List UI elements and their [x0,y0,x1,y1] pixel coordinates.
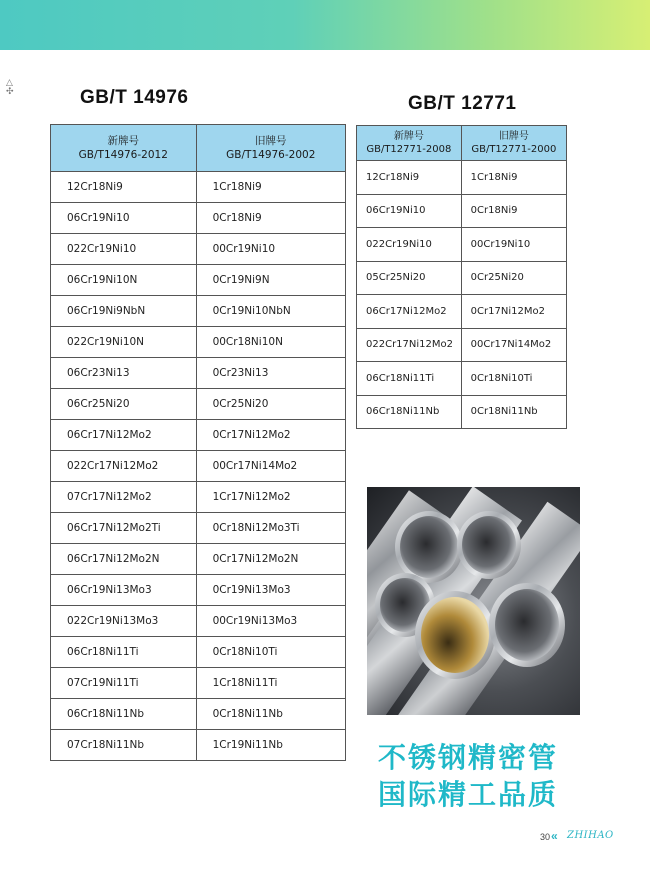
header-old-standard: GB/T12771-2000 [471,144,557,155]
old-grade-cell: 1Cr17Ni12Mo2 [196,482,345,513]
table-row [51,730,346,761]
header-new-standard: GB/T14976-2012 [78,149,168,161]
table-row [357,228,567,262]
header-new-standard: GB/T12771-2008 [366,144,452,155]
table-header-row [357,126,567,161]
old-grade-cell: 0Cr17Ni12Mo2 [461,295,566,329]
old-grade-cell: 0Cr19Ni10NbN [196,296,345,327]
new-grade-cell: 022Cr19Ni10N [51,327,197,358]
new-grade-cell: 12Cr18Ni9 [357,161,462,195]
new-grade-cell: 06Cr17Ni12Mo2Ti [51,513,197,544]
standard-title-gbt12771: GB/T 12771 [408,93,517,114]
new-grade-cell: 07Cr18Ni11Nb [51,730,197,761]
new-grade-cell: 06Cr17Ni12Mo2 [357,295,462,329]
table-row [357,395,567,429]
old-grade-cell: 0Cr25Ni20 [461,261,566,295]
header-new-label: 新牌号 [393,131,424,142]
grade-table-gbt14976 [50,124,346,761]
new-grade-cell: 022Cr19Ni10 [357,228,462,262]
new-grade-cell: 022Cr17Ni12Mo2 [357,328,462,362]
table-row [51,668,346,699]
old-grade-cell: 00Cr17Ni14Mo2 [461,328,566,362]
table-row [51,637,346,668]
table-row [51,203,346,234]
new-grade-cell: 022Cr19Ni10 [51,234,197,265]
new-grade-cell: 06Cr19Ni10 [357,194,462,228]
table-header-row [51,125,346,172]
old-grade-cell: 0Cr17Ni12Mo2N [196,544,345,575]
header-old-standard: GB/T14976-2002 [226,149,316,161]
old-grade-cell: 0Cr17Ni12Mo2 [196,420,345,451]
new-grade-cell: 06Cr18Ni11Ti [357,362,462,396]
stainless-steel-tubes-image [367,487,580,715]
grade-table-gbt12771 [356,125,567,429]
new-grade-cell: 022Cr19Ni13Mo3 [51,606,197,637]
old-grade-cell: 0Cr18Ni12Mo3Ti [196,513,345,544]
header-old-grade [461,126,566,161]
new-grade-cell: 06Cr18Ni11Nb [357,395,462,429]
new-grade-cell: 07Cr17Ni12Mo2 [51,482,197,513]
tubes-illustration [367,487,580,715]
table-row [357,328,567,362]
old-grade-cell: 0Cr18Ni11Nb [196,699,345,730]
standard-title-gbt14976: GB/T 14976 [80,87,189,108]
old-grade-cell: 00Cr19Ni10 [196,234,345,265]
table-row [51,482,346,513]
old-grade-cell: 0Cr23Ni13 [196,358,345,389]
old-grade-cell: 1Cr18Ni9 [196,172,345,203]
old-grade-cell: 0Cr18Ni10Ti [461,362,566,396]
new-grade-cell: 06Cr18Ni11Nb [51,699,197,730]
old-grade-cell: 0Cr18Ni9 [461,194,566,228]
table-row [51,513,346,544]
header-old-label: 旧牌号 [255,135,287,147]
new-grade-cell: 06Cr25Ni20 [51,389,197,420]
table-row [51,575,346,606]
double-chevron-left-icon: « [551,829,558,843]
old-grade-cell: 0Cr19Ni9N [196,265,345,296]
new-grade-cell: 06Cr17Ni12Mo2 [51,420,197,451]
slogan-line-1: 不锈钢精密管 [378,741,559,774]
old-grade-cell: 1Cr18Ni9 [461,161,566,195]
old-grade-cell: 0Cr18Ni11Nb [461,395,566,429]
page-number: 30 [540,832,551,842]
corner-registration-mark: △ ✣ [6,77,14,96]
header-old-grade [196,125,345,172]
table-row [51,265,346,296]
new-grade-cell: 06Cr19Ni13Mo3 [51,575,197,606]
table-row [51,358,346,389]
old-grade-cell: 1Cr19Ni11Nb [196,730,345,761]
slogan-line-2: 国际精工品质 [378,778,559,811]
new-grade-cell: 06Cr17Ni12Mo2N [51,544,197,575]
old-grade-cell: 00Cr19Ni10 [461,228,566,262]
new-grade-cell: 05Cr25Ni20 [357,261,462,295]
table-row [51,296,346,327]
table-row [357,161,567,195]
table-row [51,606,346,637]
header-old-label: 旧牌号 [498,131,529,142]
table-row [357,362,567,396]
table-row [51,389,346,420]
table-row [51,544,346,575]
table-row [51,420,346,451]
new-grade-cell: 06Cr19Ni10N [51,265,197,296]
old-grade-cell: 00Cr18Ni10N [196,327,345,358]
new-grade-cell: 06Cr18Ni11Ti [51,637,197,668]
table-row [51,172,346,203]
new-grade-cell: 06Cr19Ni9NbN [51,296,197,327]
old-grade-cell: 0Cr18Ni9 [196,203,345,234]
old-grade-cell: 0Cr18Ni10Ti [196,637,345,668]
old-grade-cell: 0Cr25Ni20 [196,389,345,420]
header-new-grade [357,126,462,161]
table-row [357,295,567,329]
table-row [51,327,346,358]
new-grade-cell: 022Cr17Ni12Mo2 [51,451,197,482]
new-grade-cell: 07Cr19Ni11Ti [51,668,197,699]
old-grade-cell: 00Cr17Ni14Mo2 [196,451,345,482]
footer-brand: ZHIHAO [567,830,614,841]
table-row [51,451,346,482]
new-grade-cell: 12Cr18Ni9 [51,172,197,203]
table-row [51,699,346,730]
old-grade-cell: 00Cr19Ni13Mo3 [196,606,345,637]
top-gradient-band [0,0,650,50]
old-grade-cell: 0Cr19Ni13Mo3 [196,575,345,606]
new-grade-cell: 06Cr19Ni10 [51,203,197,234]
new-grade-cell: 06Cr23Ni13 [51,358,197,389]
table-row [51,234,346,265]
table-row [357,194,567,228]
header-new-grade [51,125,197,172]
table-row [357,261,567,295]
header-new-label: 新牌号 [107,135,140,147]
old-grade-cell: 1Cr18Ni11Ti [196,668,345,699]
